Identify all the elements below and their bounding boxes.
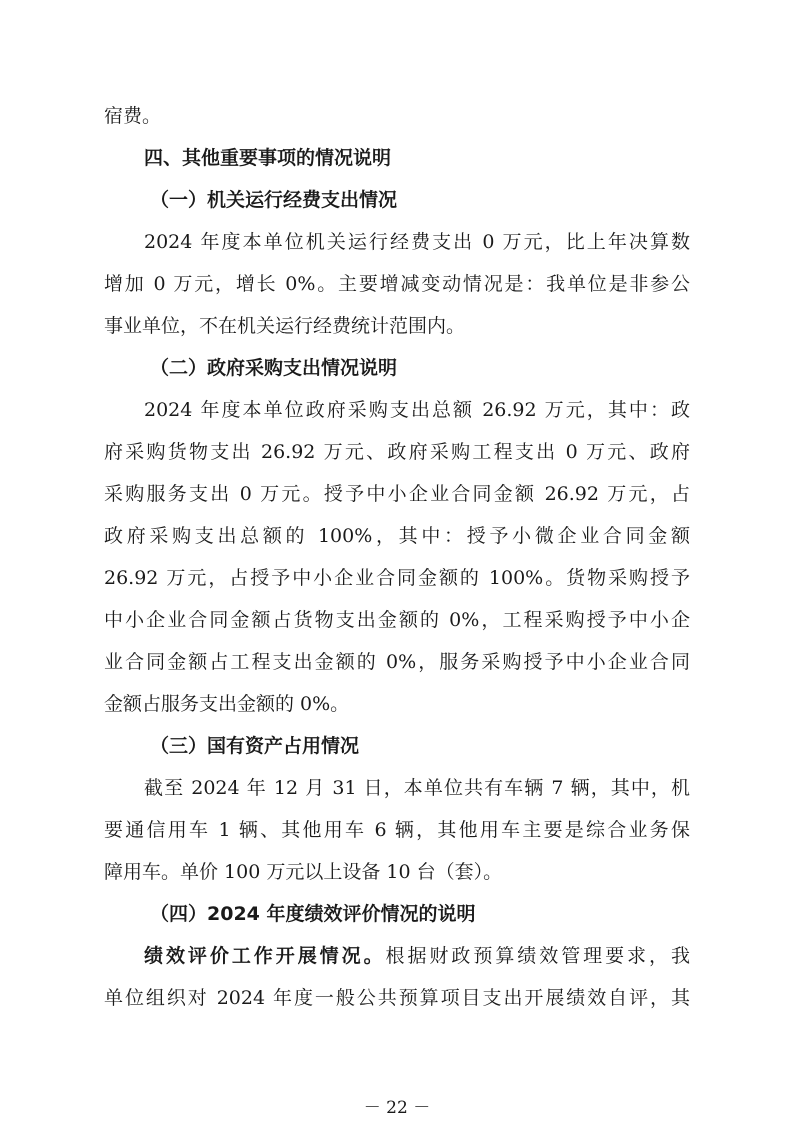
paragraph-line: 业合同金额占工程支出金额的 0%，服务采购授予中小企业合同 [104,651,690,673]
paragraph-line: 单位组织对 2024 年度一般公共预算项目支出开展绩效自评，其 [104,987,690,1009]
paragraph-line: 事业单位，不在机关运行经费统计范围内。 [104,315,466,337]
subsection-heading-3: （三）国有资产占用情况 [150,735,360,757]
paragraph-line: 采购服务支出 0 万元。授予中小企业合同金额 26.92 万元，占 [104,483,690,505]
paragraph-line: 2024 年度本单位机关运行经费支出 0 万元，比上年决算数 [144,231,690,253]
subsection-heading-1: （一）机关运行经费支出情况 [150,189,398,211]
section-heading: 四、其他重要事项的情况说明 [144,147,392,169]
paragraph-line: 要通信用车 1 辆、其他用车 6 辆，其他用车主要是综合业务保 [104,819,690,841]
subsection-heading-4: （四）2024 年度绩效评价情况的说明 [150,903,476,925]
paragraph-line: 政府采购支出总额的 100%，其中：授予小微企业合同金额 [104,525,690,547]
paragraph-line: 2024 年度本单位政府采购支出总额 26.92 万元，其中：政 [144,399,690,421]
page-number: － 22 － [363,1098,431,1118]
paragraph-line: 中小企业合同金额占货物支出金额的 0%，工程采购授予中小企 [104,609,690,631]
paragraph-line: 绩效评价工作开展情况。根据财政预算绩效管理要求，我 [144,945,690,967]
lead-in-phrase: 绩效评价工作开展情况。 [144,945,386,967]
paragraph-continuation: 宿费。 [104,105,162,127]
paragraph-line: 府采购货物支出 26.92 万元、政府采购工程支出 0 万元、政府 [104,441,690,463]
paragraph-line: 26.92 万元，占授予中小企业合同金额的 100%。货物采购授予 [104,567,690,589]
subsection-heading-2: （二）政府采购支出情况说明 [150,357,398,379]
paragraph-line: 截至 2024 年 12 月 31 日，本单位共有车辆 7 辆，其中，机 [144,777,690,799]
paragraph-line: 金额占服务支出金额的 0%。 [104,693,350,715]
paragraph-line: 障用车。单价 100 万元以上设备 10 台（套）。 [104,861,503,883]
paragraph-line: 增加 0 万元，增长 0%。主要增减变动情况是：我单位是非参公 [104,273,690,295]
